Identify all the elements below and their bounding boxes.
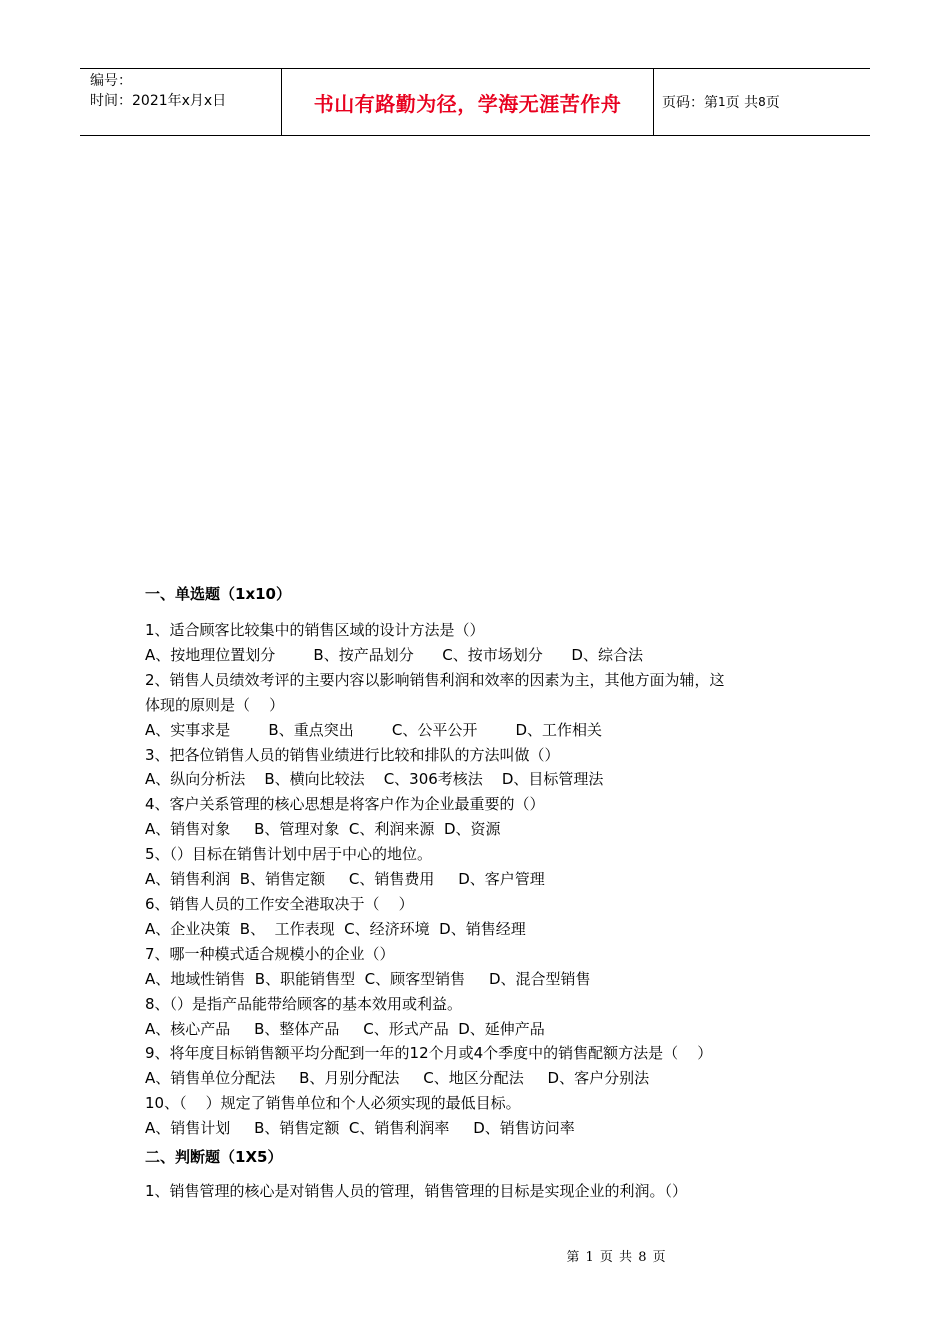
header-page-cell [654,69,870,135]
document-number-label: 编号： [90,73,132,89]
options-line: A、销售单位分配法 B、月别分配法 C、地区分配法 D、客户分别法 [145,1069,650,1088]
section-true-false [145,1179,805,1204]
page-current-number: 1 [718,95,726,109]
page-total-number: 8 [758,95,766,109]
options-line: A、地域性销售 B、职能销售型 C、顾客型销售 D、混合型销售 [145,969,591,988]
options-line: A、销售利润 B、销售定额 C、销售费用 D、客户管理 [145,870,545,889]
options-line: A、按地理位置划分 B、按产品划分 C、按市场划分 D、综合法 [145,645,643,664]
options-line: A、纵向分析法 B、横向比较法 C、306考核法 D、目标管理法 [145,770,604,789]
footer-page-number: 第 1 页 共 8 页 [566,1250,667,1265]
page-label-middle: 页 共 [725,95,759,111]
question-line: 1、适合顾客比较集中的销售区域的设计方法是（） [145,621,485,639]
question-line: 3、把各位销售人员的销售业绩进行比较和排队的方法叫做（） [145,745,560,764]
question-line: 10、（ ）规定了销售单位和个人必须实现的最低目标。 [145,1094,521,1113]
section-title-true-false: 二、判断题（1X5） [145,1148,283,1167]
options-line: A、销售计划 B、销售定额 C、销售利润率 D、销售访问率 [145,1119,575,1138]
header-motto-cell [282,69,654,135]
question-line: 7、哪一种模式适合规模小的企业（） [145,944,395,963]
options-line: A、实事求是 B、重点突出 C、公平公开 D、工作相关 [145,720,603,739]
options-line: A、核心产品 B、整体产品 C、形式产品 D、延伸产品 [145,1019,545,1038]
page-label-prefix: 页码：第 [662,95,718,111]
page-header [80,68,870,136]
question-line: 5、（）目标在销售计划中居于中心的地位。 [145,845,433,864]
document-body [145,582,805,1204]
question-line: 4、客户关系管理的核心思想是将客户作为企业最重要的（） [145,795,545,814]
question-line: 1、销售管理的核心是对销售人员的管理，销售管理的目标是实现企业的利润。（） [145,1182,688,1201]
section-single-choice [145,618,805,1141]
options-line: A、销售对象 B、管理对象 C、利润来源 D、资源 [145,820,501,839]
page-footer [0,1246,950,1265]
header-motto: 书山有路勤为径，学海无涯苦作舟 [313,91,622,116]
section-title-single-choice: 一、单选题（1x10） [145,585,291,603]
question-line-continued: 体现的原则是（ ） [145,695,285,714]
header-info-cell [80,69,282,135]
question-line: 6、销售人员的工作安全港取决于（ ） [145,894,414,913]
question-line: 2、销售人员绩效考评的主要内容以影响销售利润和效率的因素为主，其他方面为辅，这 [145,670,725,689]
options-line: A、企业决策 B、 工作表现 C、经济环境 D、销售经理 [145,919,526,938]
question-line: 9、将年度目标销售额平均分配到一年的12个月或4个季度中的销售配额方法是（ ） [145,1044,713,1063]
document-time-label: 时间：2021年x月x日 [90,93,227,109]
page-label-suffix: 页 [765,95,780,111]
question-line: 8、（）是指产品能带给顾客的基本效用或利益。 [145,994,463,1013]
